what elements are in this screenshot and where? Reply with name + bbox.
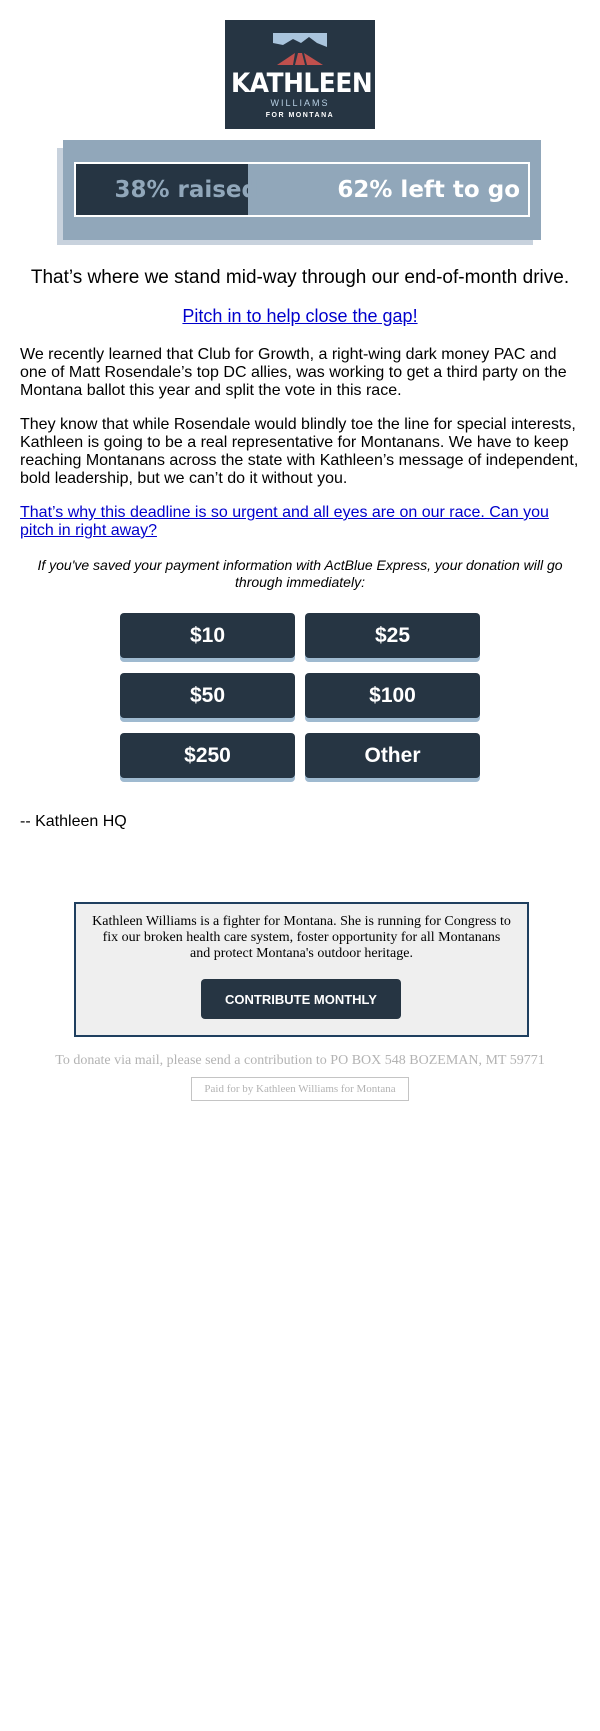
donate-50-button[interactable]: $50: [120, 673, 295, 718]
body-paragraph-1: We recently learned that Club for Growth, a right-wing dark money PAC and one of Matt Rosendale’s top DC allies, was working to get a third party on the Montana ballot this year and split the vote in this race.: [20, 346, 567, 399]
gauge-remaining-label: 62% left to go: [337, 177, 520, 203]
body-paragraph-2: They know that while Rosendale would blindly toe the line for special interests, Kathleen is going to be a real representative for Montanans. We have to keep reaching Montanans across the state with Kathleen’s message of independent, bold leadership, but we can’t do it without you.: [20, 416, 579, 487]
donate-100-button[interactable]: $100: [305, 673, 480, 718]
mail-donation-note: To donate via mail, please send a contribution to PO BOX 548 BOZEMAN, MT 59771: [55, 1053, 545, 1068]
gauge-track: [74, 162, 530, 217]
footer-box: [74, 902, 529, 1037]
donate-250-button[interactable]: $250: [120, 733, 295, 778]
gauge-raised-label: 38% raised: [114, 177, 258, 203]
headline: That’s where we stand mid-way through our end-of-month drive.: [30, 267, 570, 288]
signoff: -- Kathleen HQ: [20, 813, 127, 830]
donate-other-button[interactable]: Other: [305, 733, 480, 778]
campaign-logo: [225, 20, 375, 129]
logo-tagline: FOR MONTANA: [265, 112, 335, 119]
paid-for-disclaimer: Paid for by Kathleen Williams for Montana: [191, 1077, 409, 1101]
donate-10-button[interactable]: $10: [120, 613, 295, 658]
contribute-monthly-button[interactable]: CONTRIBUTE MONTHLY: [201, 979, 401, 1019]
footer-bio: Kathleen Williams is a fighter for Montana. She is running for Congress to fix our broken health care system, foster opportunity for all Montanans and protect Montana's outdoor heritage.: [92, 914, 511, 961]
close-gap-link[interactable]: Pitch in to help close the gap!: [182, 306, 418, 326]
montana-landscape-icon: [273, 33, 327, 65]
donate-25-button[interactable]: $25: [305, 613, 480, 658]
logo-name: KATHLEEN: [231, 68, 373, 99]
actblue-note: If you've saved your payment information with ActBlue Express, your donation will go through immediately:: [37, 557, 563, 590]
logo-subname: WILLIAMS: [270, 98, 330, 108]
fundraising-gauge: [63, 140, 541, 240]
urgent-deadline-link[interactable]: That’s why this deadline is so urgent and all eyes are on our race. Can you pitch in right away?: [20, 504, 549, 539]
